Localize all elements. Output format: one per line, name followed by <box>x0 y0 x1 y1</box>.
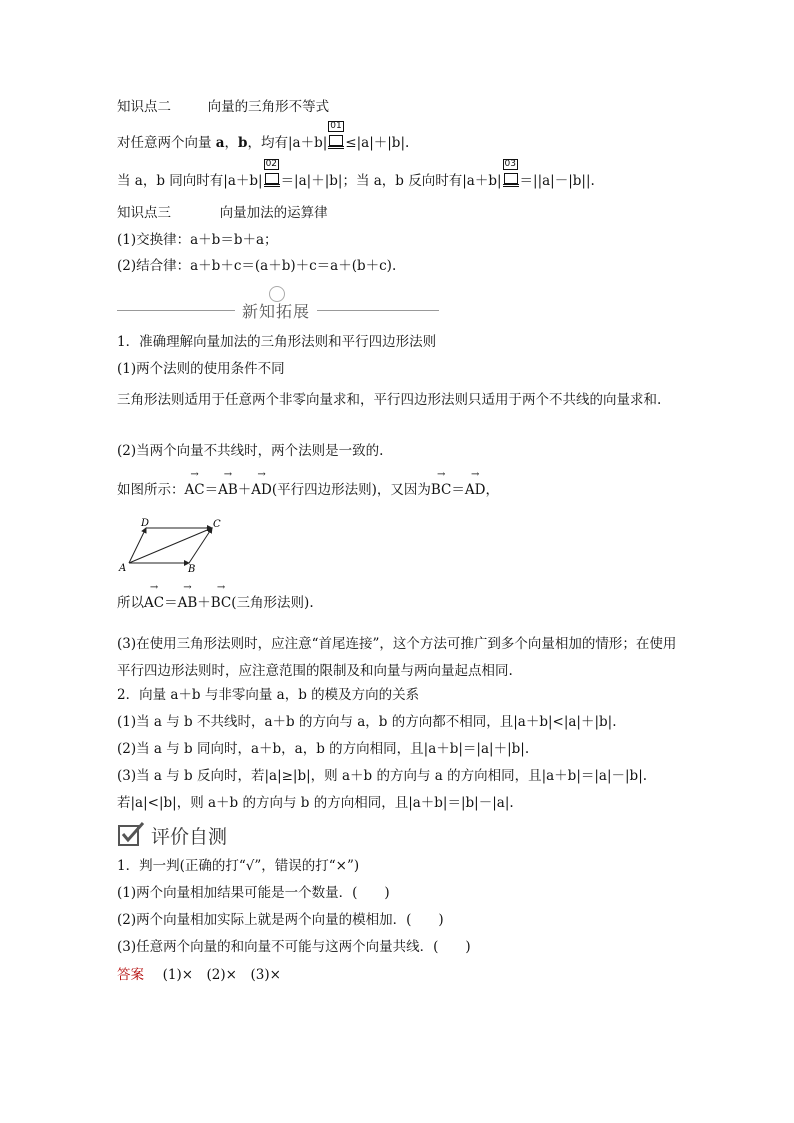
section-2-1: (1)当 a 与 b 不共线时，a＋b 的方向与 a，b 的方向都不相同，且|a＋b|<|a|＋|b|. <box>117 714 617 730</box>
so-line <box>117 594 314 612</box>
answer-values: (1)× (2)× (3)× <box>162 967 281 983</box>
vector-bc: → BC <box>431 481 452 499</box>
question-1-2: (2)两个向量相加实际上就是两个向量的模相加．( ) <box>117 912 444 928</box>
triangle-inequality-line <box>117 121 410 152</box>
vector-ac: → AC <box>185 481 205 499</box>
blank-03-number: 03 <box>504 159 516 169</box>
section-1-3: (3)在使用三角形法则时，应注意“首尾连接”，这个方法可推广到多个向量相加的情形；在使用平行四边形法则时，应注意范围的限制及和向量与两向量起点相同. <box>117 636 677 679</box>
new-knowledge-banner <box>117 286 439 322</box>
law1-formula: a＋b＝b＋a； <box>190 232 278 248</box>
answer-line <box>117 966 281 984</box>
ineq-a: a <box>215 135 225 151</box>
associative-law <box>117 257 396 275</box>
section-2-2: (2)当 a 与 b 同向时，a＋b，a，b 的方向相同，且|a＋b|＝|a|＋|b|. <box>117 741 530 757</box>
answer-label: 答案 <box>117 967 144 983</box>
vector-ab: → AB <box>218 481 238 499</box>
so-prefix: 所以 <box>117 595 144 611</box>
kp2-heading <box>117 98 329 116</box>
kp3-title: 向量加法的运算律 <box>219 205 328 221</box>
equals-2: ＝ <box>451 482 465 498</box>
same-dir-text-c: ＝||a|－|b||. <box>519 173 595 189</box>
label-c: C <box>213 519 221 530</box>
label-d: D <box>141 518 150 529</box>
section-1-1-body: 三角形法则适用于任意两个非零向量求和，平行四边形法则只适用于两个不共线的向量求和. <box>117 392 662 408</box>
same-dir-text-b: ＝|a|＋|b|；当 a，b 反向时有|a＋b| <box>280 173 502 189</box>
blank-02-number: 02 <box>265 159 278 169</box>
parallelogram-figure <box>117 516 227 572</box>
self-test-title: 评价自测 <box>151 826 228 848</box>
so-vector-bc: → BC <box>211 594 232 612</box>
diagonal-ac <box>129 528 212 563</box>
commutative-law <box>117 231 278 249</box>
ineq-text-c: ≤|a|＋|b|. <box>345 135 410 151</box>
blank-01-number: 01 <box>330 121 342 131</box>
ineq-text-a: 对任意两个向量 <box>117 135 216 151</box>
ineq-comma: ， <box>224 135 239 151</box>
question-1-1: (1)两个向量相加结果可能是一个数量．( ) <box>117 885 390 901</box>
section-2-title: 2．向量 a＋b 与非零向量 a，b 的模及方向的关系 <box>117 687 420 703</box>
figure-line-end: ， <box>485 482 499 498</box>
section-2-3: (3)当 a 与 b 反向时，若|a|≥|b|，则 a＋b 的方向与 a 的方向相同，且|a＋b|＝|a|－|b|. <box>117 768 648 784</box>
ineq-b: b <box>238 135 248 151</box>
figure-description-line <box>117 481 499 499</box>
vector-ad: → AD <box>251 481 272 499</box>
kp2-label: 知识点二 <box>117 99 171 115</box>
law2-label: (2)结合律： <box>117 258 191 274</box>
section-1-2: (2)当两个向量不共线时，两个法则是一致的. <box>117 443 384 459</box>
figure-prefix: 如图所示： <box>117 482 185 498</box>
law1-label: (1)交换律： <box>117 232 191 248</box>
so-equals: ＝ <box>164 595 178 611</box>
vector-ad-2: → AD <box>465 481 486 499</box>
section-1-title: 1．准确理解向量加法的三角形法则和平行四边形法则 <box>117 334 437 350</box>
question-1: 1．判一判(正确的打“√”，错误的打“×”) <box>117 858 360 874</box>
equals-1: ＝ <box>204 482 219 498</box>
plus-1: ＋ <box>237 482 252 498</box>
blank-03[interactable] <box>503 159 519 187</box>
same-dir-text-a: 当 a，b 同向时有|a＋b| <box>117 173 263 189</box>
self-test-heading <box>117 821 228 848</box>
banner-title: 新知拓展 <box>242 302 311 321</box>
checkbox-check-icon <box>117 821 145 847</box>
section-2-4: 若|a|<|b|，则 a＋b 的方向与 b 的方向相同，且|a＋b|＝|b|－|a|. <box>117 795 514 811</box>
so-plus: ＋ <box>197 595 211 611</box>
parallelogram-rule: (平行四边形法则)，又因为 <box>271 482 431 498</box>
section-1-1: (1)两个法则的使用条件不同 <box>117 361 285 377</box>
blank-01[interactable] <box>328 121 344 149</box>
kp3-label: 知识点三 <box>117 205 171 221</box>
label-a: A <box>119 563 127 572</box>
law2-formula: a＋b＋c＝(a＋b)＋c＝a＋(b＋c). <box>190 258 397 274</box>
edge-ad <box>129 528 146 563</box>
kp2-title: 向量的三角形不等式 <box>207 99 330 115</box>
ineq-text-b: ，均有|a＋b| <box>247 135 328 151</box>
question-1-3: (3)任意两个向量的和向量不可能与这两个向量共线．( ) <box>117 939 471 955</box>
blank-02[interactable] <box>264 159 280 187</box>
triangle-rule: (三角形法则). <box>231 595 314 611</box>
direction-line <box>117 159 595 190</box>
kp3-heading <box>117 204 328 222</box>
so-vector-ac: → AC <box>144 594 164 612</box>
so-vector-ab: → AB <box>178 594 198 612</box>
label-b: B <box>188 564 196 572</box>
